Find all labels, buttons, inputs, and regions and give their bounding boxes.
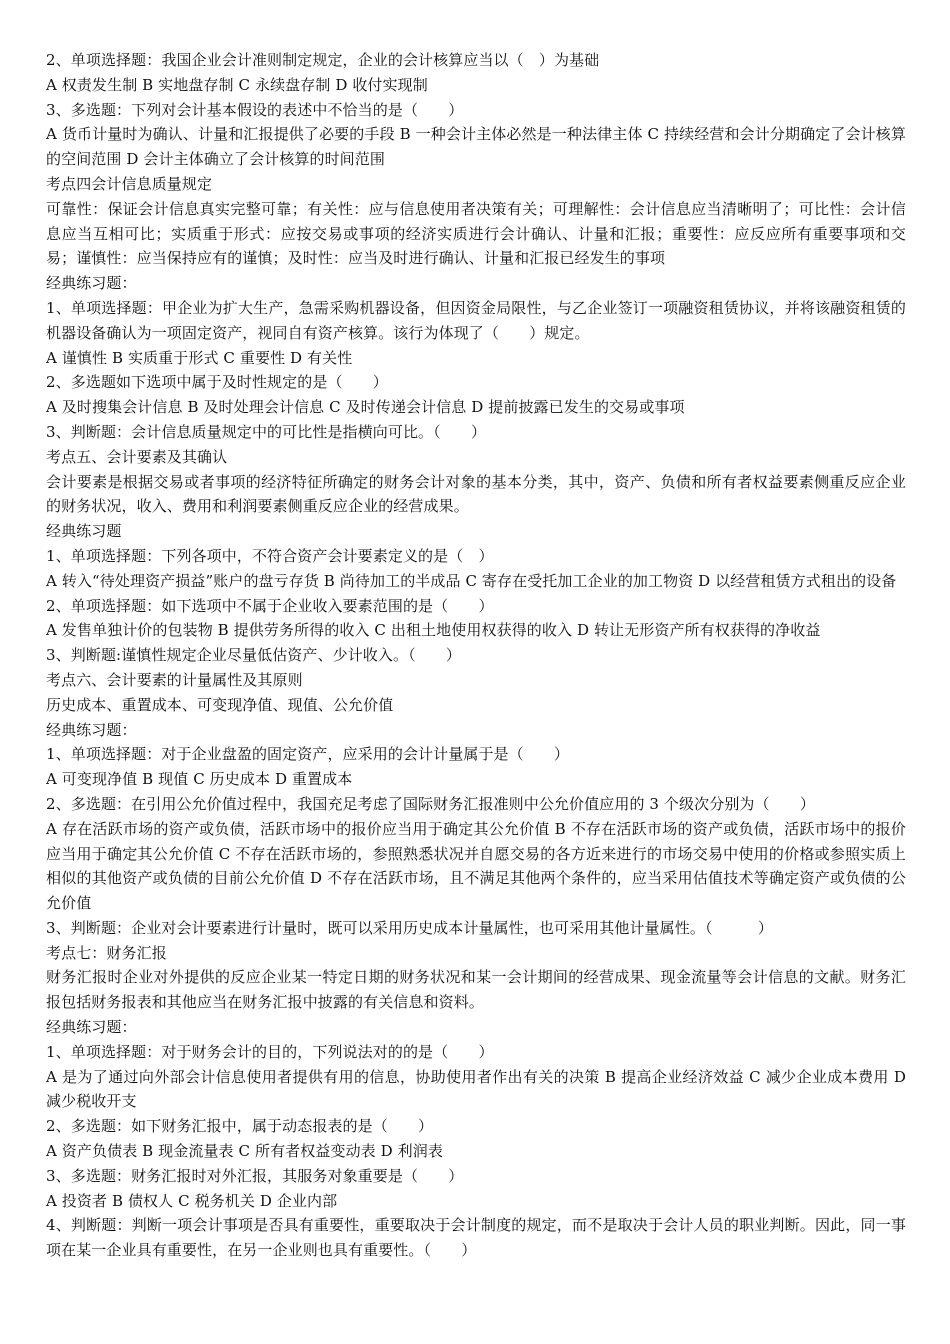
practice-options: A 可变现净值 B 现值 C 历史成本 D 重置成本 [46,770,353,789]
section-7-body: 财务汇报时企业对外提供的反应企业某一特定日期的财务状况和某一会计期间的经营成果、现金流量等会计信息的文献。财务汇报包括财务报表和其他应当在财务汇报中披露的有关信息和资料。 [46,968,906,1012]
document-page [46,48,906,1263]
practice-question: 2、多选题如下选项中属于及时性规定的是（ ） [46,373,388,392]
section-heading-7: 考点七：财务汇报 [46,943,167,962]
practice-question: 1、单项选择题：下列各项中，不符合资产会计要素定义的是（ ） [46,546,494,565]
question-3-options: A 货币计量时为确认、计量和汇报提供了必要的手段 B 一种会计主体必然是一种法律主体 C 持续经营和会计分期确定了会计核算的空间范围 D 会计主体确立了会计核算的时间范围 [46,125,906,169]
practice-question: 2、单项选择题：如下选项中不属于企业收入要素范围的是（ ） [46,596,494,615]
section-heading-5: 考点五、会计要素及其确认 [46,447,228,466]
practice-question: 1、单项选择题：对于企业盘盈的固定资产，应采用的会计计量属于是（ ） [46,745,570,764]
section-heading-6: 考点六、会计要素的计量属性及其原则 [46,670,303,689]
practice-options: A 发售单独计价的包装物 B 提供劳务所得的收入 C 出租土地使用权获得的收入 D 转让无形资产所有权获得的净收益 [46,621,821,640]
practice-question: 2、多选题：如下财务汇报中，属于动态报表的是（ ） [46,1117,434,1136]
practice-options: A 存在活跃市场的资产或负债，活跃市场中的报价应当用于确定其公允价值 B 不存在活跃市场的资产或负债，活跃市场中的报价应当用于确定其公允价值 C 不存在活跃市场的，参照熟悉状况并自愿交易的各方近来进行的市场交易中使用的价格或参照实质上相似的其他资产或负债的目前公允价值 D 不存在活跃市场，且不满足其他两个条件的，应当采用估值技术等确定资产或负债的公允价值 [46,819,906,913]
section-5-body: 会计要素是根据交易或者事项的经济特征所确定的财务会计对象的基本分类，其中，资产、负债和所有者权益要素侧重反应企业的财务状况，收入、费用和利润要素侧重反应企业的经营成果。 [46,472,906,516]
practice-judgment: 3、判断题：企业对会计要素进行计量时，既可以采用历史成本计量属性，也可采用其他计量属性。（ ） [46,918,773,937]
practice-options: A 资产负债表 B 现金流量表 C 所有者权益变动表 D 利润表 [46,1142,443,1161]
question-2-single-choice: 2、单项选择题：我国企业会计准则制定规定，企业的会计核算应当以（ ）为基础 [46,51,600,69]
question-2-options: A 权责发生制 B 实地盘存制 C 永续盘存制 D 收付实现制 [46,75,428,94]
practice-judgment: 3、判断题：会计信息质量规定中的可比性是指横向可比。（ ） [46,422,487,441]
practice-options: A 谨慎性 B 实质重于形式 C 重要性 D 有关性 [46,348,353,367]
practice-options: A 及时搜集会计信息 B 及时处理会计信息 C 及时传递会计信息 D 提前披露已发生的交易或事项 [46,398,685,417]
practice-heading: 经典练习题： [46,720,137,739]
practice-question: 1、单项选择题：对于财务会计的目的，下列说法对的的是（ ） [46,1042,494,1061]
practice-options: A 转入“待处理资产损益”账户的盘亏存货 B 尚待加工的半成品 C 寄存在受托加工企业的加工物资 D 以经营租赁方式租出的设备 [46,571,897,590]
section-heading-4: 考点四会计信息质量规定 [46,174,213,193]
practice-judgment: 4、判断题：判断一项会计事项是否具有重要性，重要取决于会计制度的规定，而不是取决于会计人员的职业判断。因此，同一事项在某一企业具有重要性，在另一企业则也具有重要性。（ ） [46,1216,906,1260]
section-4-body: 可靠性：保证会计信息真实完整可靠；有关性：应与信息使用者决策有关；可理解性：会计信息应当清晰明了；可比性：会计信息应当互相可比；实质重于形式：应按交易或事项的经济实质进行会计确认、计量和汇报；重要性：应反应所有重要事项和交易；谨慎性：应当保持应有的谨慎；及时性：应当及时进行确认、计量和汇报已经发生的事项 [46,199,906,268]
practice-question: 2、多选题：在引用公允价值过程中，我国充足考虑了国际财务汇报准则中公允价值应用的 3 个级次分别为（ ） [46,794,815,813]
practice-options: A 投资者 B 债权人 C 税务机关 D 企业内部 [46,1191,338,1210]
section-6-body: 历史成本、重置成本、可变现净值、现值、公允价值 [46,695,394,714]
practice-heading: 经典练习题： [46,274,137,293]
practice-options: A 是为了通过向外部会计信息使用者提供有用的信息，协助使用者作出有关的决策 B 提高企业经济效益 C 减少企业成本费用 D 减少税收开支 [46,1067,906,1111]
practice-heading: 经典练习题： [46,1018,137,1037]
practice-question: 1、单项选择题：甲企业为扩大生产，急需采购机器设备，但因资金局限性，与乙企业签订一项融资租赁协议，并将该融资租赁的机器设备确认为一项固定资产，视同自有资产核算。该行为体现了（ ）规定。 [46,298,906,342]
practice-judgment: 3、判断题:谨慎性规定企业尽量低估资产、少计收入。（ ） [46,646,461,665]
practice-question: 3、多选题：财务汇报时对外汇报，其服务对象重要是（ ） [46,1166,464,1185]
practice-heading: 经典练习题 [46,522,122,541]
question-3-multiple-choice: 3、多选题：下列对会计基本假设的表述中不恰当的是（ ） [46,100,464,119]
